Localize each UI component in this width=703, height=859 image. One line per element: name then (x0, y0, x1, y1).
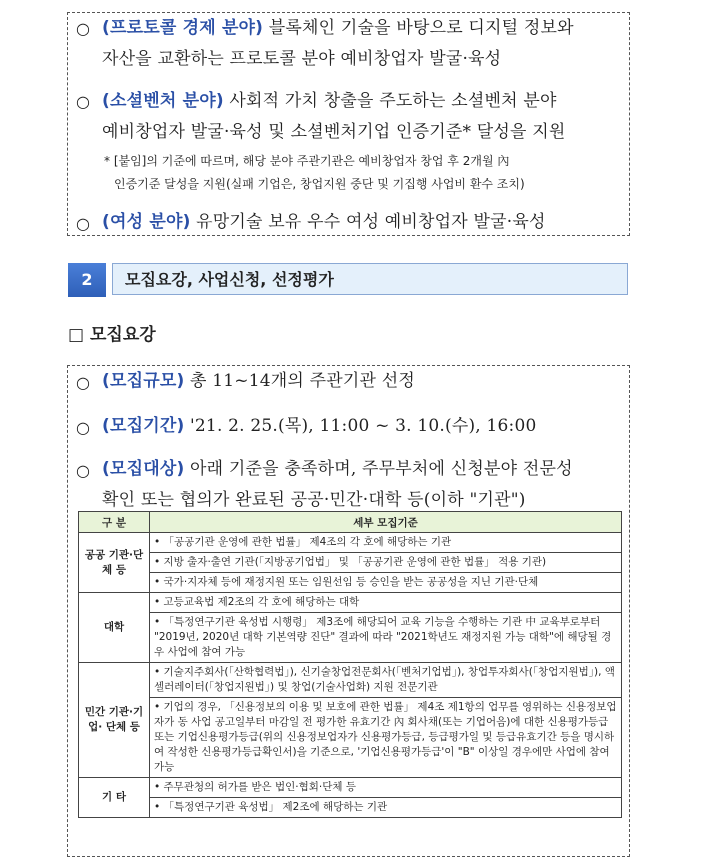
table-row (79, 613, 622, 663)
recruit-period-item: (모집기간) '21. 2. 25.(목), 11:00 ~ 3. 10.(수), 16:00 (102, 416, 537, 436)
criteria-cell: • 국가·지자체 등에 재정지원 또는 임원선임 등 승인을 받는 공공성을 지닌 기관·단체 (150, 573, 622, 593)
section-title: 모집요강, 사업신청, 선정평가 (112, 263, 628, 295)
category-cell: 기 타 (79, 778, 150, 818)
protocol-field-item: (프로토콜 경제 분야) 블록체인 기술을 바탕으로 디지털 정보와 자산을 교환하는 프로토콜 분야 예비창업자 발굴·육성 (102, 18, 574, 69)
section-number: 2 (68, 263, 106, 297)
criteria-cell: • 기술지주회사(「산학협력법」), 신기술창업전문회사(「벤처기업법」), 창업투자회사(「창업지원법」), 액셀러레이터(「창업지원법」) 및 창업(기술사업화) 지원 전문기관 (150, 663, 622, 698)
category-cell: 대학 (79, 593, 150, 663)
table-row (79, 593, 622, 613)
section-header (68, 263, 628, 297)
category-cell: 민간 기관·기업· 단체 등 (79, 663, 150, 778)
table-row (79, 533, 622, 553)
keyword: (모집대상) (102, 459, 185, 479)
criteria-cell: • 「공공기관 운영에 관한 법률」 제4조의 각 호에 해당하는 기관 (150, 533, 622, 553)
footnote: * [붙임]의 기준에 따르며, 해당 분야 주관기관은 예비창업자 창업 후 2개월 內 인증기준 달성을 지원(실패 기업은, 창업지원 중단 및 기집행 사업비 환수 조치) (104, 154, 525, 191)
criteria-cell: • 지방 출자·출연 기관(「지방공기업법」 및 「공공기관 운영에 관한 법률」 적용 기관) (150, 553, 622, 573)
table-row (79, 798, 622, 818)
category-cell: 공공 기관·단체 등 (79, 533, 150, 593)
criteria-cell: • 「특정연구기관 육성법」 제2조에 해당하는 기관 (150, 798, 622, 818)
bullet: ○ (76, 373, 90, 392)
recruit-target-item: (모집대상) 아래 기준을 충족하며, 주무부처에 신청분야 전문성 확인 또는 협의가 완료된 공공·민간·대학 등(이하 "기관") (102, 459, 573, 510)
criteria-cell: • 주무관청의 허가를 받은 법인·협회·단체 등 (150, 778, 622, 798)
table-row (79, 573, 622, 593)
keyword: (모집기간) (102, 416, 185, 436)
table-row (79, 553, 622, 573)
keyword: (여성 분야) (102, 212, 191, 232)
criteria-cell: • 「특정연구기관 육성법 시행령」 제3조에 해당되어 교육 기능을 수행하는 기관 中 교육부로부터 "2019년, 2020년 대학 기본역량 진단" 결과에 따라 "2021학년도 재정지원 가능 대학"에 해당될 경우 사업에 참여 가능 (150, 613, 622, 663)
social-venture-item: (소셜벤처 분야) 사회적 가치 창출을 주도하는 소셜벤처 분야 예비창업자 발굴·육성 및 소셜벤처기업 인증기준* 달성을 지원 (102, 91, 566, 142)
subheading: □ 모집요강 (68, 325, 156, 345)
women-field-item: (여성 분야) 유망기술 보유 우수 여성 예비창업자 발굴·육성 (102, 212, 546, 232)
table-row (79, 663, 622, 698)
bullet: ○ (76, 461, 90, 480)
column-header: 구 분 (79, 512, 150, 533)
criteria-table (78, 511, 622, 818)
bullet: ○ (76, 19, 90, 38)
bullet: ○ (76, 92, 90, 111)
table-row (79, 698, 622, 778)
keyword: (프로토콜 경제 분야) (102, 18, 264, 38)
table-header-row (79, 512, 622, 533)
bullet: ○ (76, 418, 90, 437)
keyword: (소셜벤처 분야) (102, 91, 224, 111)
recruit-scale-item: (모집규모) 총 11~14개의 주관기관 선정 (102, 371, 415, 391)
keyword: (모집규모) (102, 371, 185, 391)
table-row (79, 778, 622, 798)
bullet: ○ (76, 214, 90, 233)
column-header: 세부 모집기준 (150, 512, 622, 533)
criteria-cell: • 고등교육법 제2조의 각 호에 해당하는 대학 (150, 593, 622, 613)
criteria-cell: • 기업의 경우, 「신용정보의 이용 및 보호에 관한 법률」 제4조 제1항의 업무를 영위하는 신용정보업자가 동 사업 공고일부터 마감일 전 평가한 유효기간 內 회사채(또는 기업어음)에 대한 신용평가등급 또는 기업신용평가등급(위의 신용정보업자가 신용평가등급, 등급평가일 및 등급유효기간 등을 명시하여 작성한 신용평가등급확인서)을 기준으로, '기업신용평가등급'이 "B" 이상일 경우에만 사업에 참여 가능 (150, 698, 622, 778)
